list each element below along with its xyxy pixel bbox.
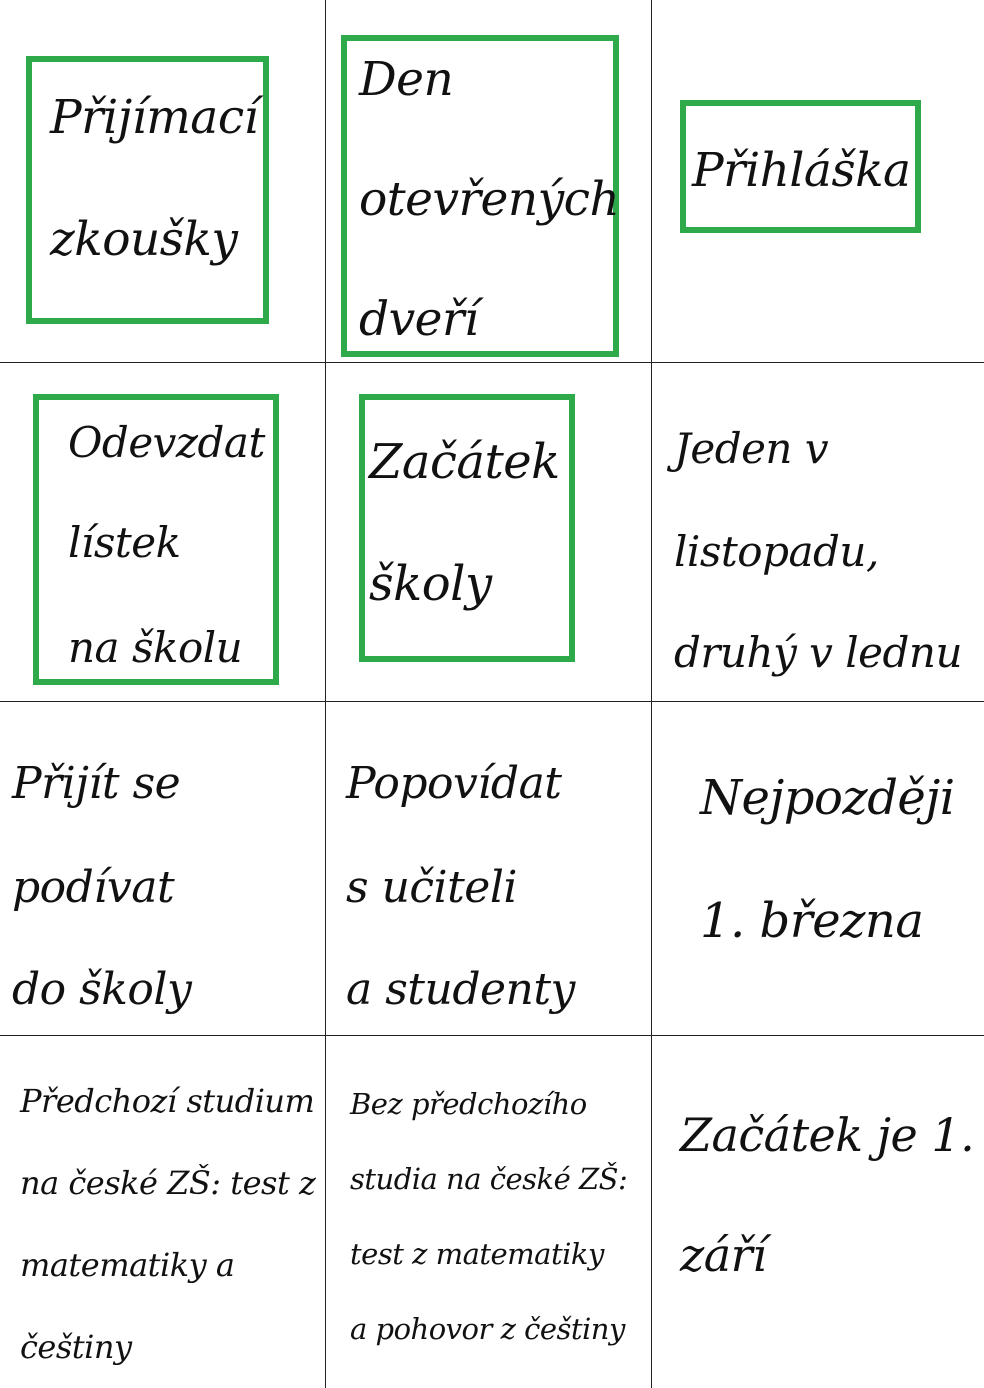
- card-prijit-se-podivat-line-2: podívat: [12, 862, 175, 913]
- card-nejpozdeji-line-1: Nejpozději: [700, 770, 955, 826]
- card-prijimaci-zkousky-line-2: zkoušky: [50, 212, 238, 267]
- card-bez-predchoziho-line-1: Bez předchozího: [350, 1087, 587, 1121]
- card-den-otevrenych-dveri-line-3: dveří: [359, 292, 479, 347]
- card-predchozi-studium-line-1: Předchozí studium: [20, 1082, 315, 1120]
- card-odevzdat-listek-line-3: na školu: [68, 623, 243, 672]
- card-odevzdat-listek-line-1: Odevzdat: [68, 418, 265, 467]
- card-zacatek-skoly-line-2: školy: [369, 556, 492, 612]
- card-zacatek-je-line-2: září: [680, 1228, 767, 1282]
- card-den-otevrenych-dveri-line-1: Den: [359, 52, 454, 107]
- grid-row-divider-2: [0, 701, 984, 702]
- card-jeden-v-listopadu-line-2: listopadu,: [674, 527, 879, 576]
- card-bez-predchoziho-line-3: test z matematiky: [350, 1237, 604, 1271]
- card-zacatek-je-line-1: Začátek je 1.: [680, 1108, 975, 1162]
- card-bez-predchoziho-line-4: a pohovor z češtiny: [350, 1312, 625, 1346]
- card-popovidat-line-2: s učiteli: [346, 862, 517, 913]
- card-prijit-se-podivat-line-3: do školy: [12, 964, 192, 1015]
- card-prijimaci-zkousky-line-1: Přijímací: [50, 90, 259, 145]
- card-predchozi-studium-line-2: na české ZŠ: test z: [20, 1164, 316, 1202]
- grid-column-divider-2: [651, 0, 652, 1388]
- card-predchozi-studium-line-3: matematiky a: [20, 1246, 235, 1284]
- card-den-otevrenych-dveri-line-2: otevřených: [359, 172, 620, 227]
- grid-row-divider-1: [0, 362, 984, 363]
- card-predchozi-studium-line-4: češtiny: [20, 1328, 132, 1366]
- card-bez-predchoziho-line-2: studia na české ZŠ:: [350, 1162, 628, 1196]
- card-odevzdat-listek-line-2: lístek: [68, 518, 181, 567]
- grid-column-divider-1: [325, 0, 326, 1388]
- card-jeden-v-listopadu-line-3: druhý v lednu: [674, 628, 962, 677]
- card-prijit-se-podivat-line-1: Přijít se: [12, 758, 181, 809]
- card-nejpozdeji-line-2: 1. března: [700, 893, 924, 949]
- card-zacatek-skoly-line-1: Začátek: [369, 434, 560, 490]
- grid-row-divider-3: [0, 1035, 984, 1036]
- card-prihlaska-line-1: Přihláška: [692, 143, 911, 198]
- card-popovidat-line-3: a studenty: [346, 964, 575, 1015]
- card-popovidat-line-1: Popovídat: [346, 758, 562, 809]
- card-jeden-v-listopadu-line-1: Jeden v: [674, 424, 829, 473]
